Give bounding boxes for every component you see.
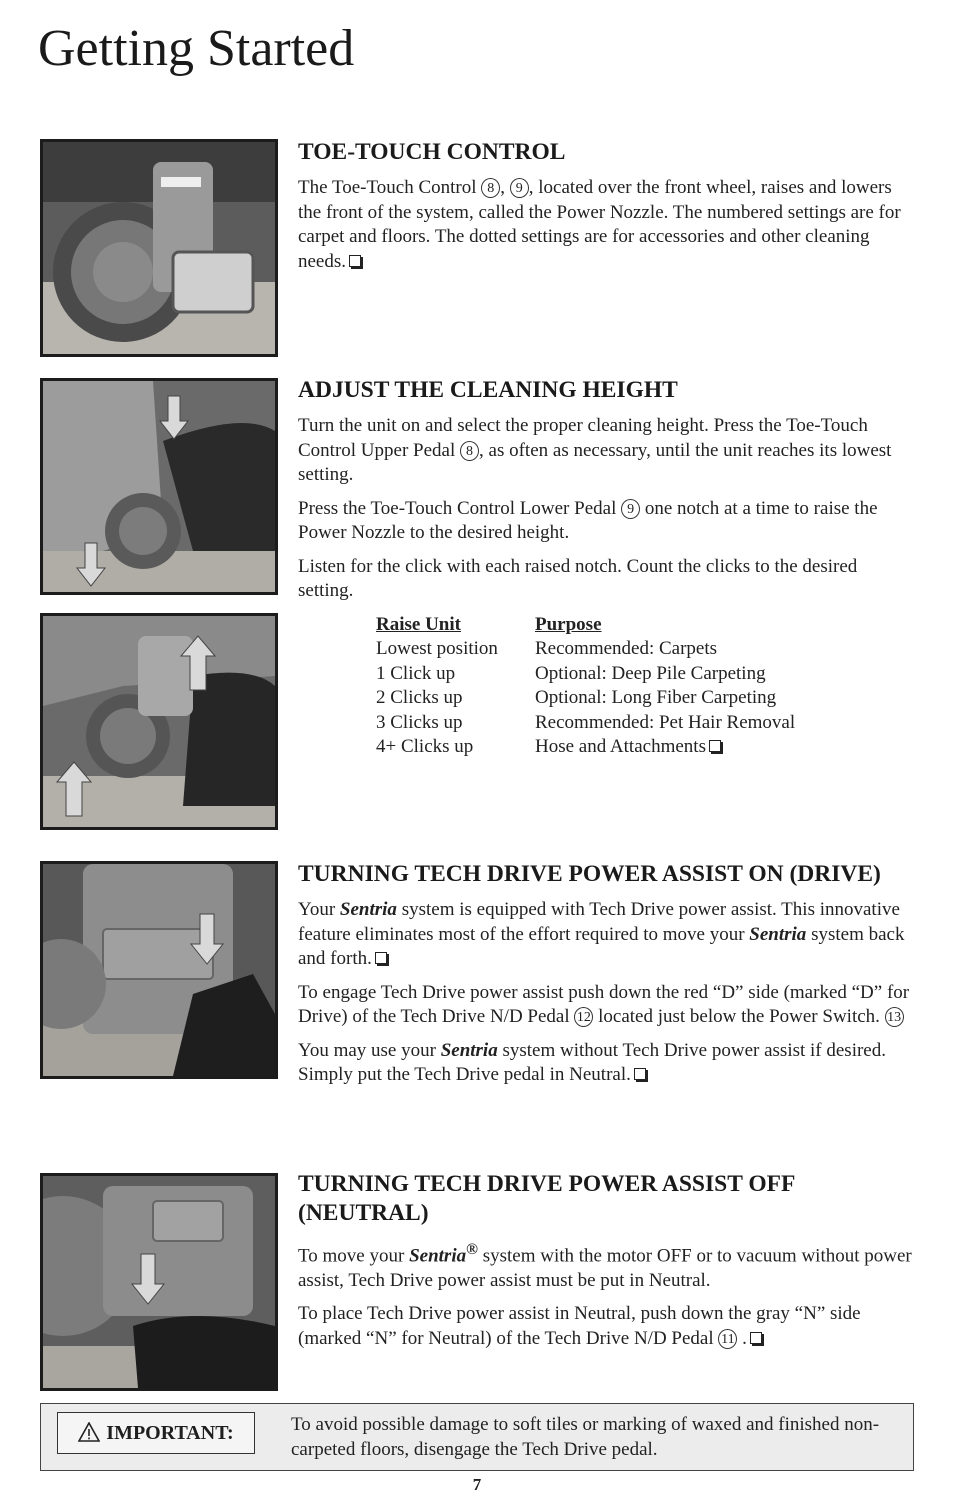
drive-on-paragraph-2: To engage Tech Drive power assist push down the red “D” side (marked “D” for Drive) of the Tech Drive N/D Pedal 12 located just below the Power Switch. 13 [298,981,910,1028]
brand-name: Sentria [440,1039,498,1061]
height-lower-photo [40,378,278,595]
table-row: 1 Click up Optional: Deep Pile Carpeting [376,662,766,684]
important-text: To avoid possible damage to soft tiles or marking of waxed and finished non-carpeted floors, disengage the Tech Drive pedal. [291,1414,880,1460]
callout-number: 9 [621,499,640,519]
important-notice [40,1403,914,1471]
drive-off-photo [40,1173,278,1391]
table-row: Lowest position Recommended: Carpets [376,638,718,660]
toe-touch-heading: TOE-TOUCH CONTROL [298,139,566,165]
checkbox-icon [634,1068,646,1080]
toe-touch-control-photo [40,139,278,357]
drive-off-section [298,1170,914,1360]
important-label-box [57,1412,255,1454]
toe-touch-paragraph: The Toe-Touch Control 8 , 9 , located over the front wheel, raises and lowers the front of the system, called the Power Nozzle. The numbered settings are for carpet and floors. The dotted settings are for accessories and other cleaning needs. [298,177,901,272]
height-paragraph-2: Press the Toe-Touch Control Lower Pedal 9 one notch at a time to raise the Power Nozzle to the desired height. [298,497,878,544]
drive-off-paragraph-2: To place Tech Drive power assist in Neutral, push down the gray “N” side (marked “N” for Neutral) of the Tech Drive N/D Pedal 11 . [298,1303,861,1349]
checkbox-icon [375,952,387,964]
callout-number: 11 [718,1329,737,1349]
drive-on-photo [40,861,278,1079]
height-paragraph-3: Listen for the click with each raised notch. Count the clicks to the desired setting. [298,555,858,602]
drive-on-section [298,860,914,1097]
page-number: 7 [472,1475,482,1494]
height-raise-photo [40,613,278,830]
callout-number: 13 [885,1007,904,1027]
checkbox-icon [709,740,721,752]
checkbox-icon [349,255,361,267]
cleaning-height-section [298,376,914,760]
callout-number: 12 [574,1007,593,1027]
drive-off-heading: TURNING TECH DRIVE POWER ASSIST OFF (NEUTRAL) [298,1171,795,1227]
callout-number: 8 [460,441,479,461]
table-row: 3 Clicks up Recommended: Pet Hair Removal [376,711,796,733]
drive-on-heading: TURNING TECH DRIVE POWER ASSIST ON (DRIVE) [298,861,881,887]
checkbox-icon [750,1332,762,1344]
table-row: 4+ Clicks up Hose and Attachments [376,735,795,760]
brand-name: Sentria [409,1245,467,1267]
drive-on-paragraph-3: You may use your Sentria system without Tech Drive power assist if desired. Simply put the Tech Drive pedal in Neutral. [298,1039,886,1086]
height-settings-table [376,613,795,760]
height-paragraph-1: Turn the unit on and select the proper cleaning height. Press the Toe-Touch Control Upper Pedal 8 , as often as necessary, until the unit reaches its lowest setting. [298,415,892,486]
registered-mark: ® [466,1240,478,1258]
callout-number: 9 [510,178,529,198]
brand-name: Sentria [749,923,807,945]
warning-icon [78,1416,100,1456]
table-row: 2 Clicks up Optional: Long Fiber Carpeting [376,687,777,709]
cleaning-height-heading: ADJUST THE CLEANING HEIGHT [298,377,678,403]
important-label: IMPORTANT: [106,1422,234,1444]
table-header: Purpose [535,613,602,635]
drive-on-paragraph-1: Your Sentria system is equipped with Tech Drive power assist. This innovative feature eliminates most of the effort required to move your Sentria system back and forth. [298,899,905,970]
callout-number: 8 [481,178,500,198]
page-title: Getting Started [38,20,355,77]
table-header: Raise Unit [376,613,461,635]
drive-off-paragraph-1: To move your Sentria® system with the motor OFF or to vacuum without power assist, Tech Drive power assist must be put in Neutral. [298,1240,912,1291]
toe-touch-section [298,138,914,283]
brand-name: Sentria [339,899,397,921]
